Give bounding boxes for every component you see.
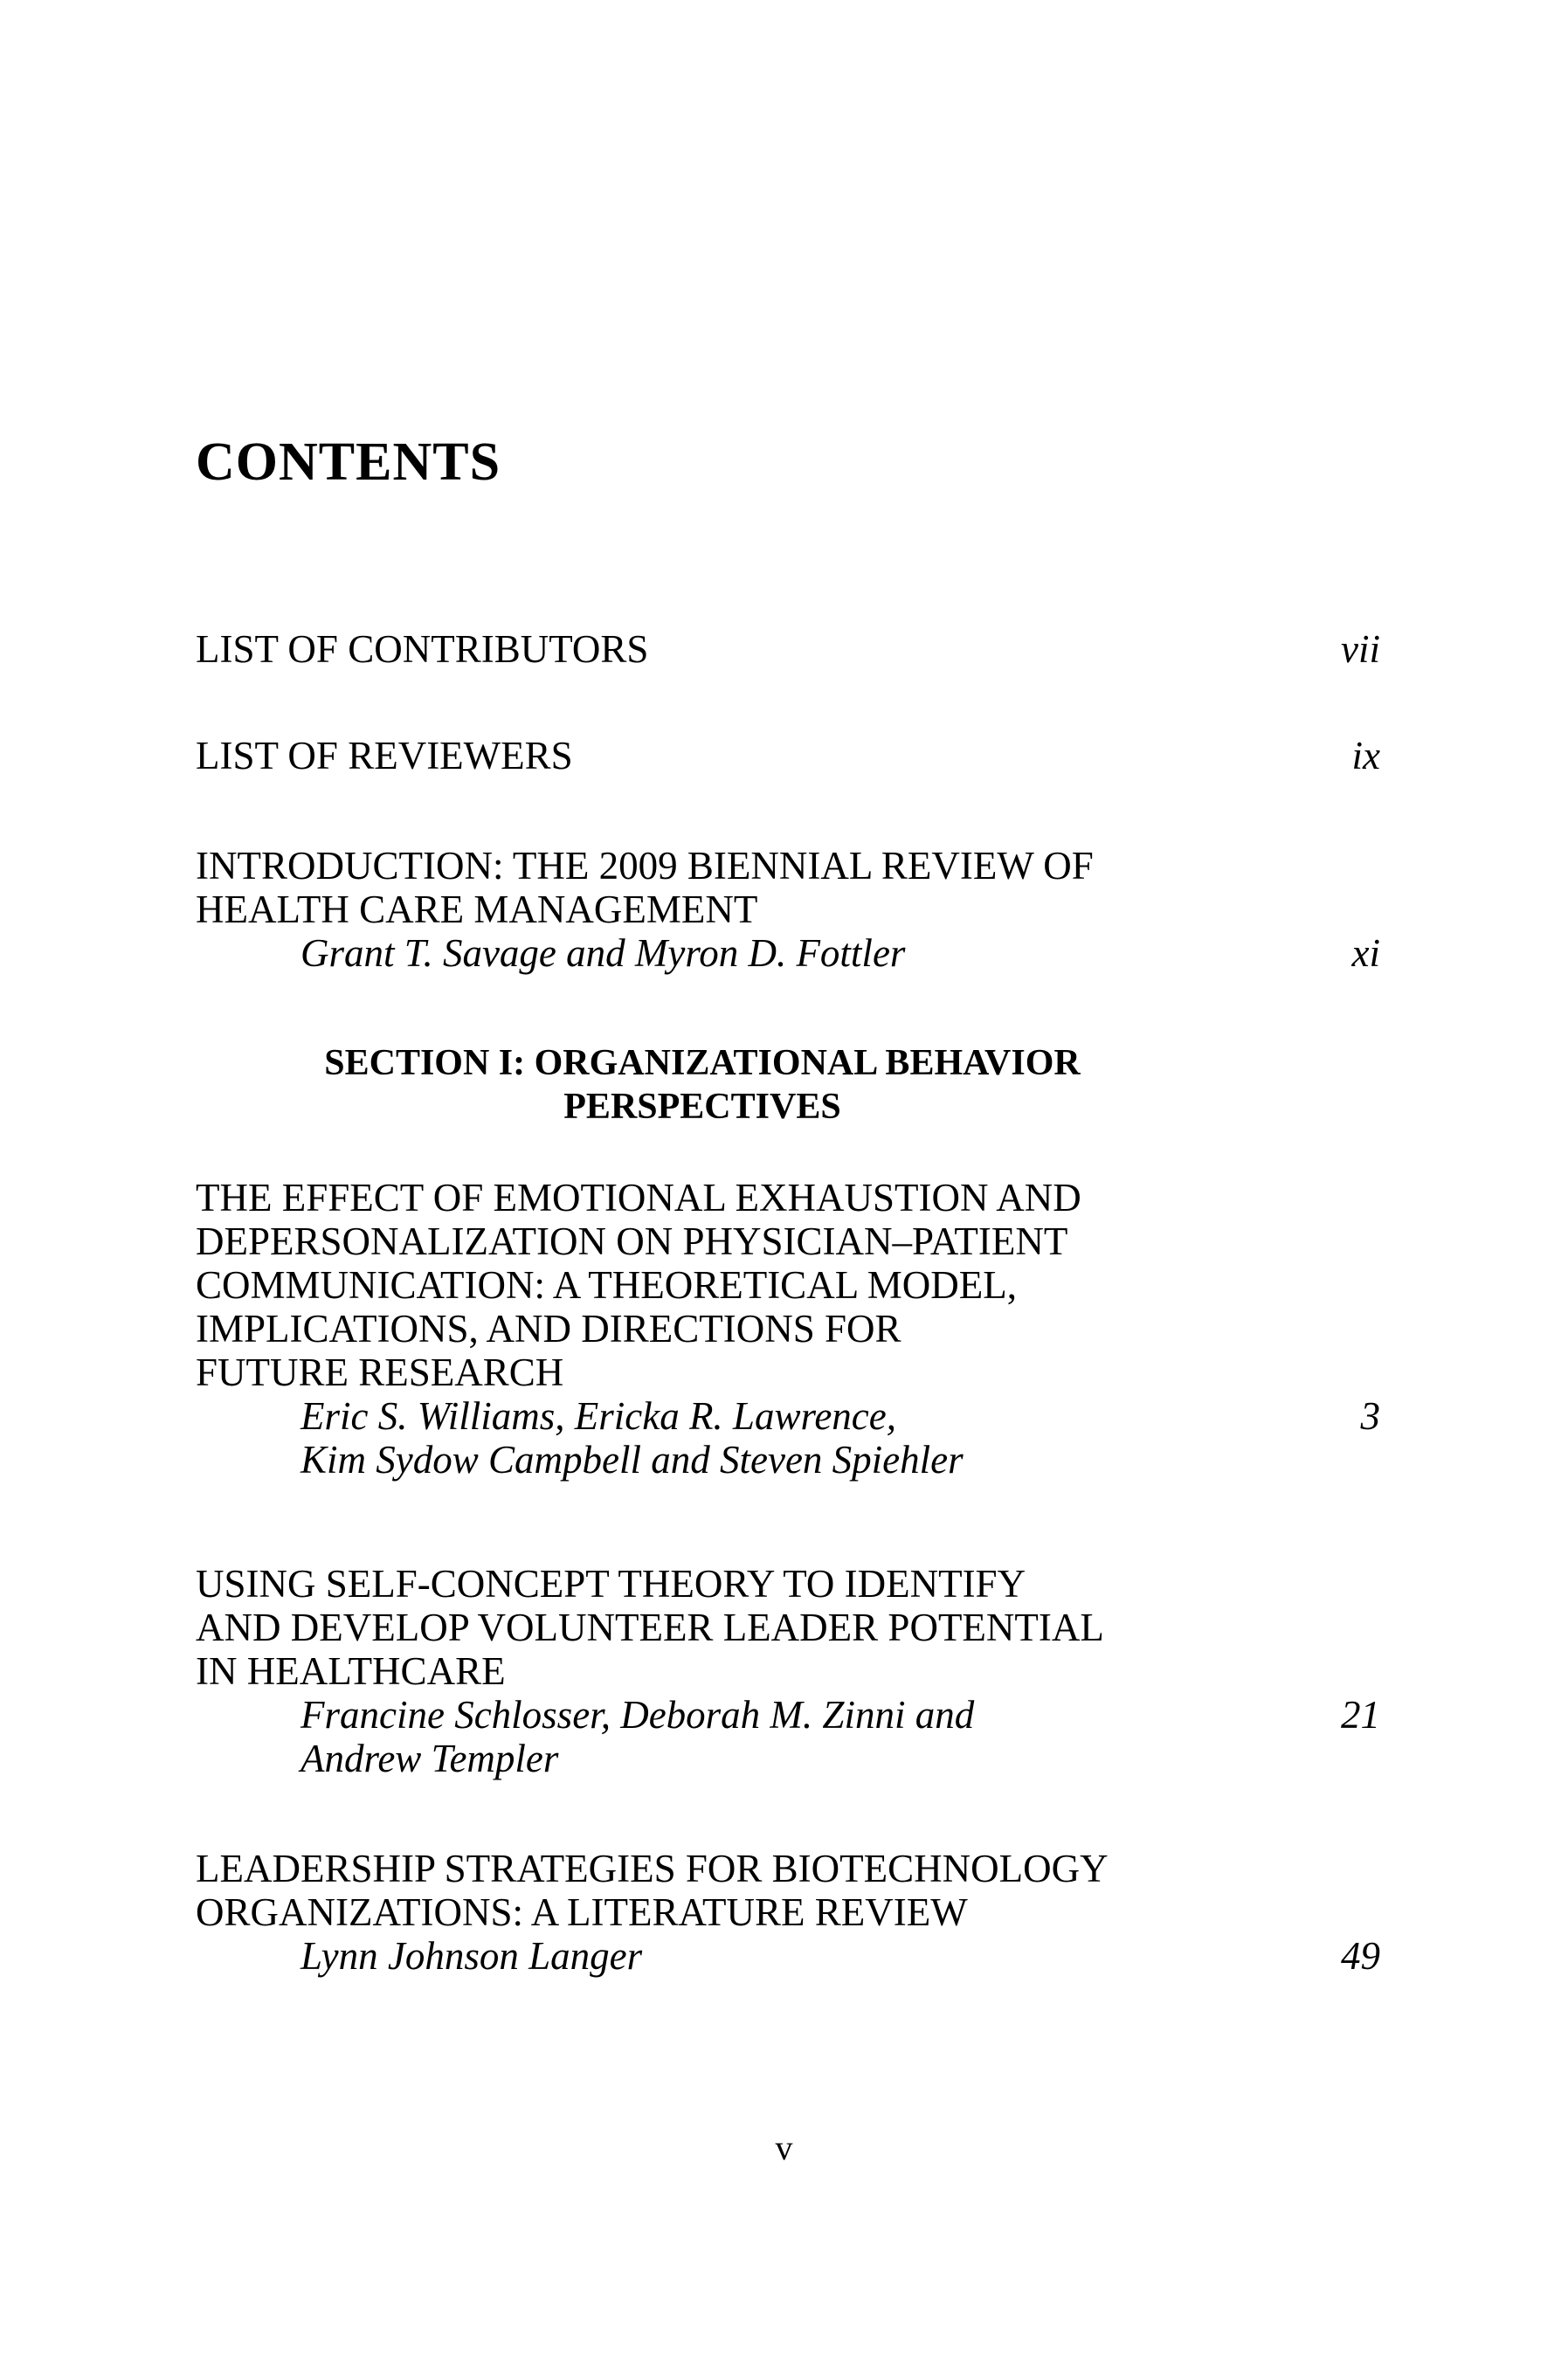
toc-page-number: vii	[1341, 627, 1380, 671]
toc-entry-title-line: FUTURE RESEARCH	[196, 1351, 564, 1394]
toc-page-number: xi	[1351, 931, 1380, 975]
toc-entry-title: LIST OF REVIEWERS	[196, 734, 573, 777]
toc-entry-reviewers[interactable]	[196, 734, 1380, 777]
toc-entry-authors	[300, 1394, 1380, 1438]
toc-entry-authors	[300, 1934, 1380, 1978]
section-heading-line: SECTION I: ORGANIZATIONAL BEHAVIOR	[324, 1043, 1081, 1083]
toc-entry-title-line: IMPLICATIONS, AND DIRECTIONS FOR	[196, 1307, 901, 1351]
toc-entry-title-line: THE EFFECT OF EMOTIONAL EXHAUSTION AND	[196, 1176, 1081, 1220]
toc-entry-title-line: AND DEVELOP VOLUNTEER LEADER POTENTIAL	[196, 1606, 1104, 1649]
page-title: CONTENTS	[196, 432, 501, 492]
toc-entry-title-line: HEALTH CARE MANAGEMENT	[196, 888, 758, 931]
toc-entry-title-line: INTRODUCTION: THE 2009 BIENNIAL REVIEW OF	[196, 844, 1094, 888]
toc-entry-title-line: COMMUNICATION: A THEORETICAL MODEL,	[196, 1263, 1017, 1307]
toc-entry-title: LIST OF CONTRIBUTORS	[196, 627, 649, 671]
toc-author-line: Grant T. Savage and Myron D. Fottler	[300, 931, 906, 975]
toc-author-line: Kim Sydow Campbell and Steven Spiehler	[300, 1438, 964, 1482]
toc-author-line: Eric S. Williams, Ericka R. Lawrence,	[300, 1394, 896, 1438]
toc-entry-authors	[300, 931, 1380, 975]
toc-entry-title-line: LEADERSHIP STRATEGIES FOR BIOTECHNOLOGY	[196, 1847, 1109, 1890]
toc-page-number: 49	[1341, 1934, 1380, 1978]
section-heading-line: PERSPECTIVES	[563, 1087, 841, 1127]
toc-page-number: 21	[1341, 1693, 1380, 1737]
toc-entry-title-line: DEPERSONALIZATION ON PHYSICIAN–PATIENT	[196, 1220, 1068, 1263]
toc-entry-contributors[interactable]	[196, 627, 1380, 671]
toc-page-number: ix	[1351, 734, 1380, 777]
toc-author-line: Francine Schlosser, Deborah M. Zinni and	[300, 1693, 975, 1737]
toc-entry-authors	[300, 1693, 1380, 1737]
toc-entry-title-line: IN HEALTHCARE	[196, 1649, 506, 1693]
toc-author-line: Andrew Templer	[300, 1737, 559, 1780]
toc-entry-title-line: ORGANIZATIONS: A LITERATURE REVIEW	[196, 1890, 968, 1934]
toc-page-number: 3	[1360, 1394, 1380, 1438]
page-folio: v	[775, 2128, 793, 2167]
toc-entry-title-line: USING SELF-CONCEPT THEORY TO IDENTIFY	[196, 1562, 1026, 1606]
toc-author-line: Lynn Johnson Langer	[300, 1934, 643, 1978]
